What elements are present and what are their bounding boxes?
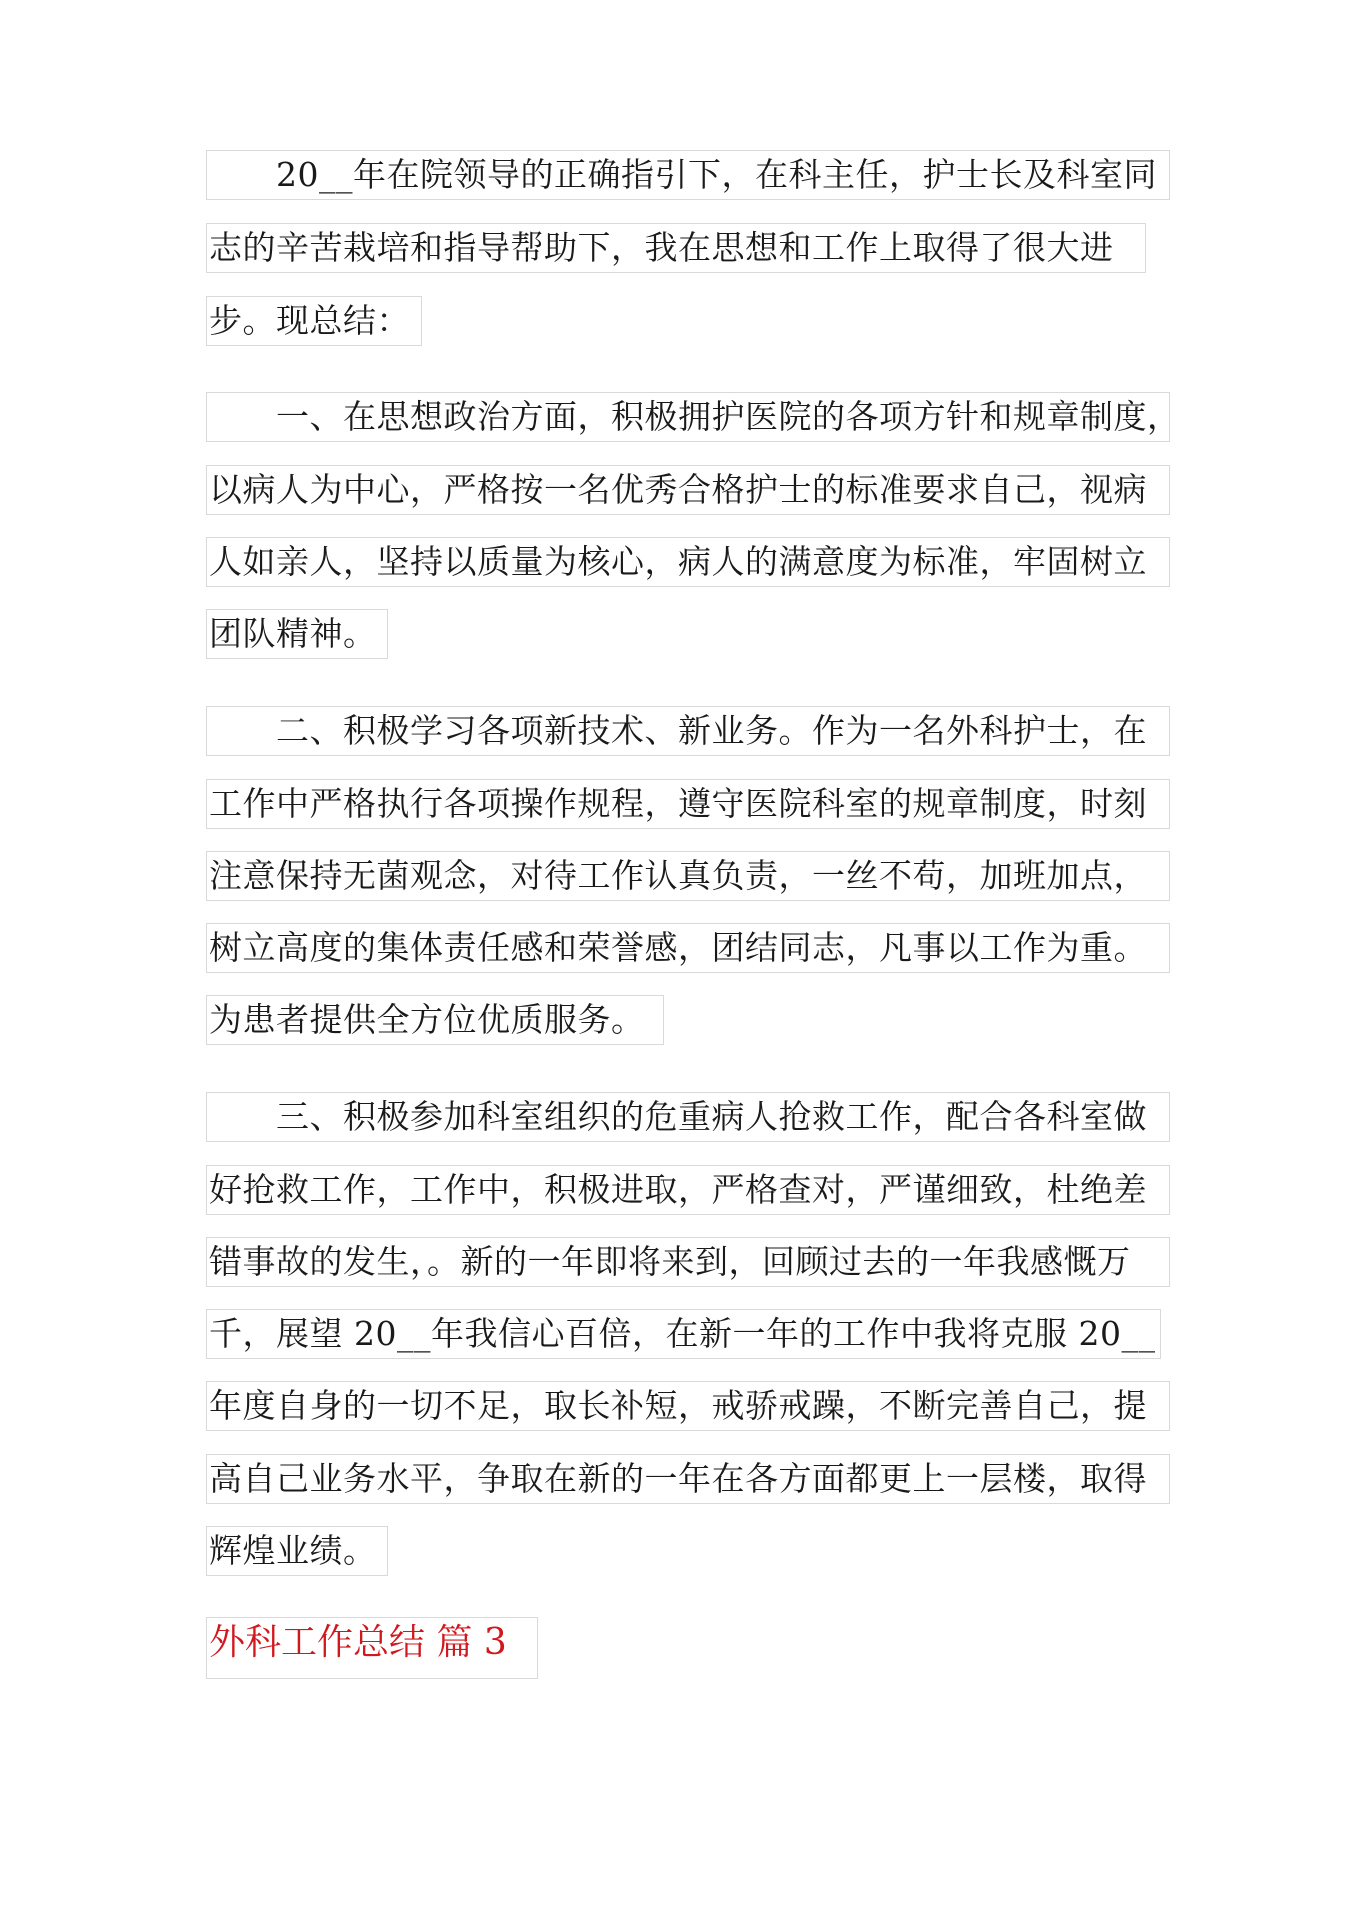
- paragraph-3-line-5: 为患者提供全方位优质服务。: [206, 995, 664, 1045]
- paragraph-4-line-6: 高自己业务水平，争取在新的一年在各方面都更上一层楼，取得: [206, 1454, 1170, 1504]
- paragraph-3-line-4: 树立高度的集体责任感和荣誉感，团结同志，凡事以工作为重。: [206, 923, 1170, 973]
- paragraph-3-line-3: 注意保持无菌观念，对待工作认真负责，一丝不苟，加班加点，: [206, 851, 1170, 901]
- paragraph-4-line-1: 三、积极参加科室组织的危重病人抢救工作，配合各科室做: [206, 1092, 1170, 1142]
- paragraph-3-line-2: 工作中严格执行各项操作规程，遵守医院科室的规章制度，时刻: [206, 779, 1170, 829]
- paragraph-3-line-1: 二、积极学习各项新技术、新业务。作为一名外科护士，在: [206, 706, 1170, 756]
- paragraph-1-line-1: 20__年在院领导的正确指引下，在科主任，护士长及科室同: [206, 150, 1170, 200]
- paragraph-4-line-2: 好抢救工作，工作中，积极进取，严格查对，严谨细致，杜绝差: [206, 1165, 1170, 1215]
- paragraph-4-line-3: 错事故的发生，。新的一年即将来到，回顾过去的一年我感慨万: [206, 1237, 1170, 1287]
- paragraph-1-line-3: 步。现总结：: [206, 296, 422, 346]
- paragraph-1-line-2: 志的辛苦栽培和指导帮助下，我在思想和工作上取得了很大进: [206, 223, 1146, 273]
- paragraph-2-line-1: 一、在思想政治方面，积极拥护医院的各项方针和规章制度，: [206, 392, 1170, 442]
- section-heading: 外科工作总结 篇 3: [206, 1617, 538, 1679]
- paragraph-4-line-7: 辉煌业绩。: [206, 1526, 388, 1576]
- paragraph-2-line-3: 人如亲人，坚持以质量为核心，病人的满意度为标准，牢固树立: [206, 537, 1170, 587]
- paragraph-2-line-2: 以病人为中心，严格按一名优秀合格护士的标准要求自己，视病: [206, 465, 1170, 515]
- paragraph-4-line-5: 年度自身的一切不足，取长补短，戒骄戒躁，不断完善自己，提: [206, 1381, 1170, 1431]
- paragraph-4-line-4: 千，展望 20__年我信心百倍，在新一年的工作中我将克服 20__: [206, 1309, 1161, 1359]
- paragraph-2-line-4: 团队精神。: [206, 609, 388, 659]
